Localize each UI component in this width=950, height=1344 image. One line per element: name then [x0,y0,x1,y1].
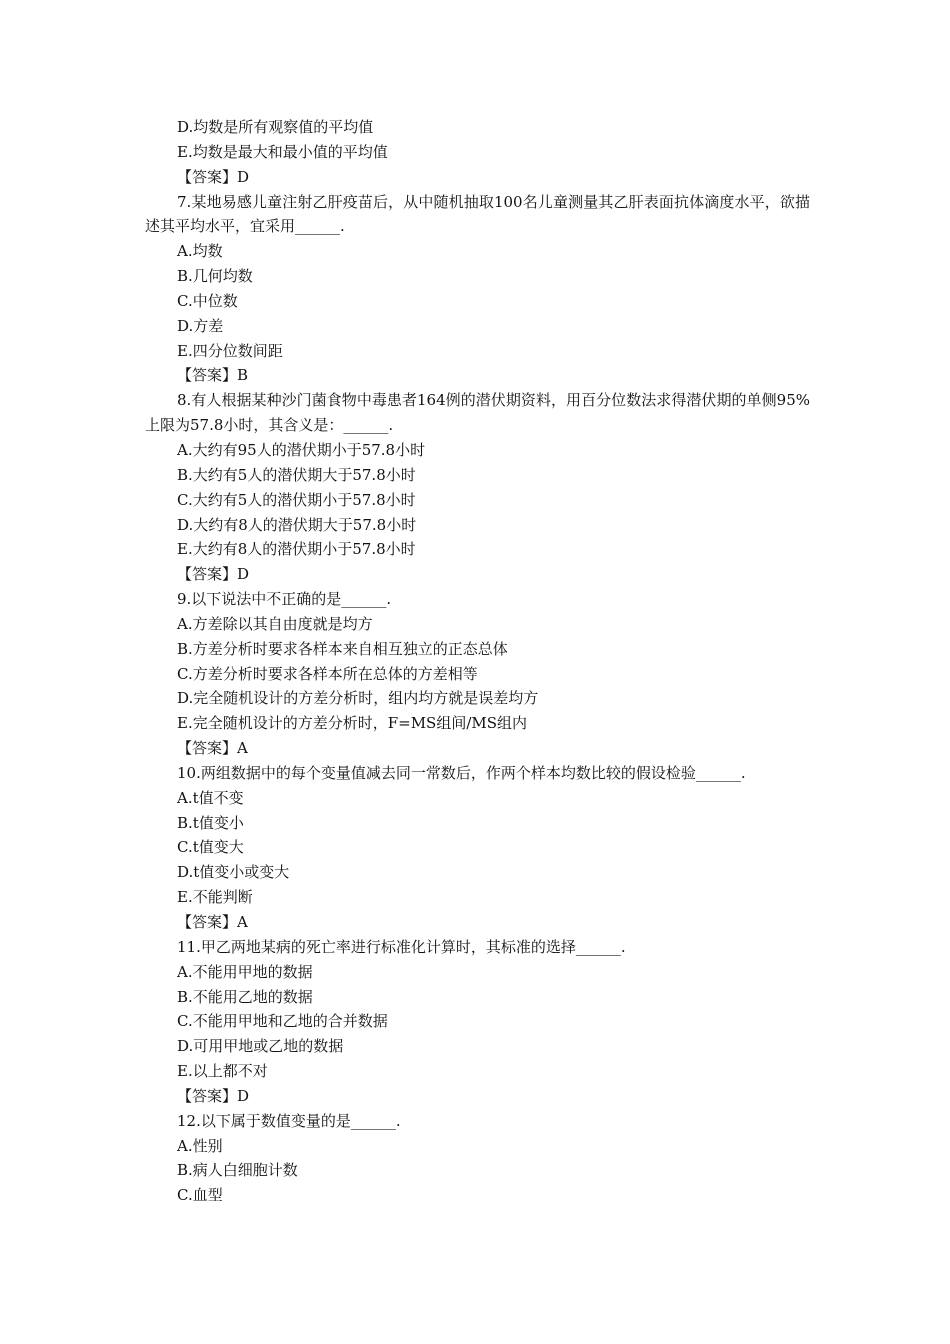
option-line: E.大约有8人的潜伏期小于57.8小时 [177,540,416,559]
option-line: A.不能用甲地的数据 [177,962,313,981]
answer-line: 【答案】D [177,1086,250,1105]
question-stem: 9.以下说法中不正确的是______. [177,590,392,609]
question-stem: 7.某地易感儿童注射乙肝疫苗后，从中随机抽取100名儿童测量其乙肝表面抗体滴度水平，欲描述其平均水平，宜采用______. [145,192,810,236]
option-line: B.方差分析时要求各样本来自相互独立的正态总体 [177,639,508,658]
option-line: B.不能用乙地的数据 [177,987,313,1006]
option-line: E.均数是最大和最小值的平均值 [177,142,388,161]
option-line: D.可用甲地或乙地的数据 [177,1037,344,1056]
option-line: D.方差 [177,316,224,335]
option-line: D.t值变小或变大 [177,863,290,882]
option-line: E.不能判断 [177,888,253,907]
option-line: E.完全随机设计的方差分析时，F=MS组间/MS组内 [177,714,528,733]
question-stem: 8.有人根据某种沙门菌食物中毒患者164例的潜伏期资料，用百分位数法求得潜伏期的单侧95%上限为57.8小时，其含义是：______. [145,391,810,435]
option-line: C.方差分析时要求各样本所在总体的方差相等 [177,664,478,683]
option-line: E.以上都不对 [177,1062,268,1081]
answer-line: 【答案】D [177,565,250,584]
option-line: C.中位数 [177,291,238,310]
question-stem: 10.两组数据中的每个变量值减去同一常数后，作两个样本均数比较的假设检验______. [177,763,746,782]
option-line: D.大约有8人的潜伏期大于57.8小时 [177,515,417,534]
option-line: A.均数 [177,242,223,261]
answer-line: 【答案】D [177,167,250,186]
option-line: B.几何均数 [177,267,253,286]
option-line: C.大约有5人的潜伏期小于57.8小时 [177,490,416,509]
answer-line: 【答案】A [177,739,248,758]
answer-line: 【答案】B [177,366,249,385]
option-line: C.血型 [177,1186,223,1205]
option-line: C.t值变大 [177,838,244,857]
option-line: D.均数是所有观察值的平均值 [177,118,374,136]
option-line: A.性别 [177,1136,223,1155]
document-content [145,115,810,1208]
option-line: A.大约有95人的潜伏期小于57.8小时 [177,440,426,459]
question-stem: 12.以下属于数值变量的是______. [177,1111,401,1130]
option-line: D.完全随机设计的方差分析时，组内均方就是误差均方 [177,689,539,708]
option-line: B.病人白细胞计数 [177,1161,298,1180]
option-line: E.四分位数间距 [177,341,283,360]
answer-line: 【答案】A [177,913,248,931]
option-line: A.方差除以其自由度就是均方 [177,614,373,633]
option-line: B.大约有5人的潜伏期大于57.8小时 [177,465,416,484]
option-line: C.不能用甲地和乙地的合并数据 [177,1012,388,1031]
option-line: A.t值不变 [177,788,244,807]
question-stem: 11.甲乙两地某病的死亡率进行标准化计算时，其标准的选择______. [177,937,626,956]
option-line: B.t值变小 [177,813,244,832]
